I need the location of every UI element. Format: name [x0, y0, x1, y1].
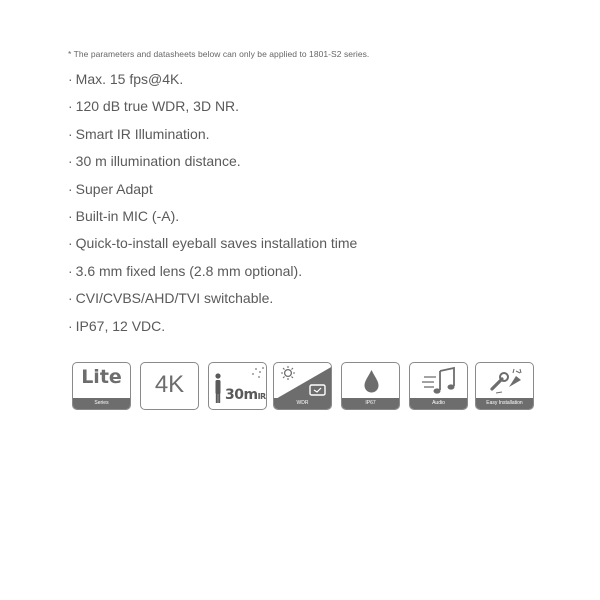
ir-distance-value: 30m [225, 387, 258, 403]
wrench-icon [476, 363, 534, 400]
lite-series-icon [72, 362, 131, 410]
lite-label: Lite [81, 366, 122, 388]
feature-item: · CVI/CVBS/AHD/TVI switchable. [68, 290, 274, 307]
ip67-caption: IP67 [342, 398, 399, 409]
ir-unit: IR [257, 392, 266, 401]
feature-item: · 30 m illumination distance. [68, 153, 241, 170]
datasheet-note: * The parameters and datasheets below can only be applied to 1801-S2 series. [68, 49, 370, 59]
lite-caption: Series [73, 398, 130, 409]
water-drop-icon [342, 363, 400, 400]
4k-icon [140, 362, 199, 410]
feature-icon-row [72, 362, 542, 412]
easy-install-caption: Easy Installation [476, 398, 533, 409]
easy-install-icon [475, 362, 534, 410]
audio-caption: Audio [410, 398, 467, 409]
wdr-caption: WDR [274, 398, 331, 409]
feature-item: · Smart IR Illumination. [68, 125, 210, 142]
ir-distance-icon [208, 362, 267, 410]
feature-list [68, 68, 357, 342]
wdr-graphic [274, 363, 332, 400]
music-note-icon [410, 363, 468, 400]
wdr-icon [273, 362, 332, 410]
feature-item: · 3.6 mm fixed lens (2.8 mm optional). [68, 262, 303, 279]
feature-item: · Super Adapt [68, 180, 153, 197]
feature-item: · Max. 15 fps@4K. [68, 71, 184, 87]
feature-item: · Built-in MIC (-A). [68, 207, 180, 224]
feature-item: · 120 dB true WDR, 3D NR. [68, 98, 240, 115]
feature-item: · IP67, 12 VDC. [68, 317, 166, 334]
4k-label: 4K [154, 371, 185, 398]
feature-item: · Quick-to-install eyeball saves installation time [68, 235, 358, 252]
ip67-icon [341, 362, 400, 410]
audio-icon [409, 362, 468, 410]
